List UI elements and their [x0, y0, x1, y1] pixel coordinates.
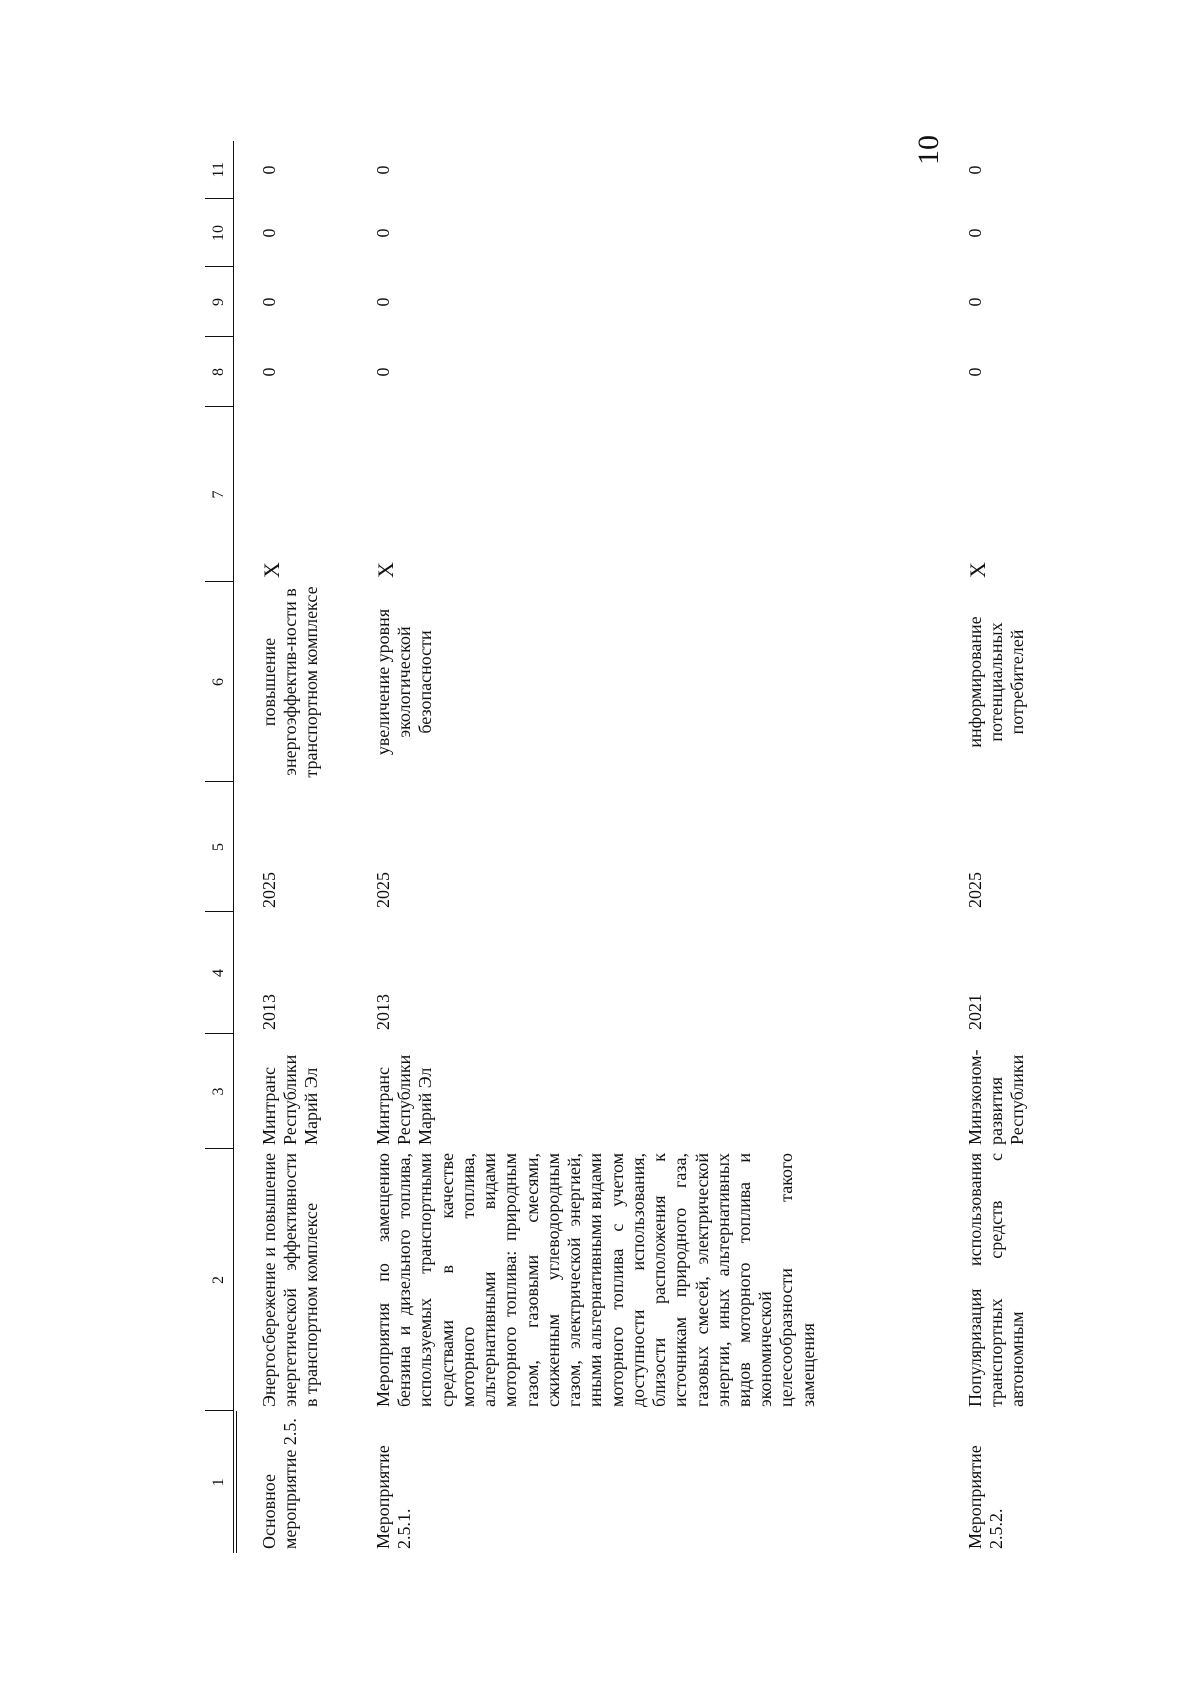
column-number-row: [205, 141, 234, 1553]
value-cell: 0: [373, 228, 393, 238]
expected-result: повышение энергоэффектив-ности в транспортном комплексе: [258, 586, 321, 778]
end-year: 2025: [373, 872, 393, 908]
value-cell: 0: [965, 165, 985, 175]
activity-code: Мероприятие 2.5.2.: [965, 1445, 1007, 1549]
table-row: [363, 141, 943, 1553]
column-number: 9: [205, 267, 234, 337]
expected-result: информирование потенциальных потребителей: [965, 616, 1028, 748]
start-year: 2013: [258, 994, 279, 1030]
indicator-link: X: [373, 562, 398, 578]
responsible-executor: Минтранс Республики Марий Эл: [373, 1054, 436, 1145]
value-cell: 0: [965, 367, 985, 377]
column-number: 7: [205, 407, 234, 582]
expected-result: увеличение уровня экологической безопасности: [373, 608, 436, 756]
value-cell: 0: [965, 228, 985, 238]
activity-code: Мероприятие 2.5.1.: [373, 1445, 415, 1549]
activity-name: Энергосбережение и повышение энергетической эффективности в транспортном комплексе: [258, 1153, 321, 1407]
page-number: 10: [912, 135, 945, 165]
column-number: 3: [205, 1034, 234, 1149]
value-cell: 0: [258, 228, 279, 238]
value-cell: 0: [373, 297, 393, 307]
activity-name: Популяризация использования транспортных средств с автономным: [965, 1153, 1028, 1407]
indicator-link: X: [965, 562, 990, 578]
value-cell: 0: [965, 297, 985, 307]
value-cell: 0: [373, 367, 393, 377]
value-cell: 0: [258, 367, 279, 377]
column-number: 6: [205, 582, 234, 782]
activity-code: Основное мероприятие 2.5.: [259, 1418, 301, 1549]
table-row: [943, 141, 1029, 1553]
column-number: 11: [205, 141, 234, 199]
end-year: 2025: [965, 872, 985, 908]
column-number: 4: [205, 912, 234, 1034]
value-cell: 0: [258, 165, 279, 175]
column-number: 1: [205, 1411, 234, 1553]
value-cell: 0: [373, 165, 393, 175]
activity-name: Мероприятия по замещению бензина и дизельного топлива, используемых транспортными средствами в качестве моторного топлива, альтернативными видами моторного топлива: природным газом, газовыми смесями, сжиженным углеводородным газом, электрической энергией, иными альтернативными видами моторного топлива с учетом доступности использования, близости расположения к источникам природного газа, газовых смесей, электрической энергии, иных альтернативных видов моторного топлива и экономической целесообразности такого замещения: [373, 1153, 818, 1407]
landscape-table-sheet: [205, 98, 1028, 1553]
start-year: 2013: [373, 994, 393, 1030]
indicator-link: X: [258, 562, 284, 578]
column-number: 5: [205, 782, 234, 912]
column-number: 2: [205, 1149, 234, 1411]
table-row: [237, 141, 364, 1553]
responsible-executor: Минтранс Республики Марий Эл: [258, 1054, 321, 1145]
column-number: 8: [205, 337, 234, 407]
column-number: 10: [205, 199, 234, 267]
end-year: 2025: [258, 872, 279, 908]
responsible-executor: Минэконом-развития Республики: [965, 1049, 1028, 1145]
start-year: 2021: [965, 994, 985, 1030]
value-cell: 0: [258, 297, 279, 307]
program-activities-table: [205, 141, 1029, 1553]
